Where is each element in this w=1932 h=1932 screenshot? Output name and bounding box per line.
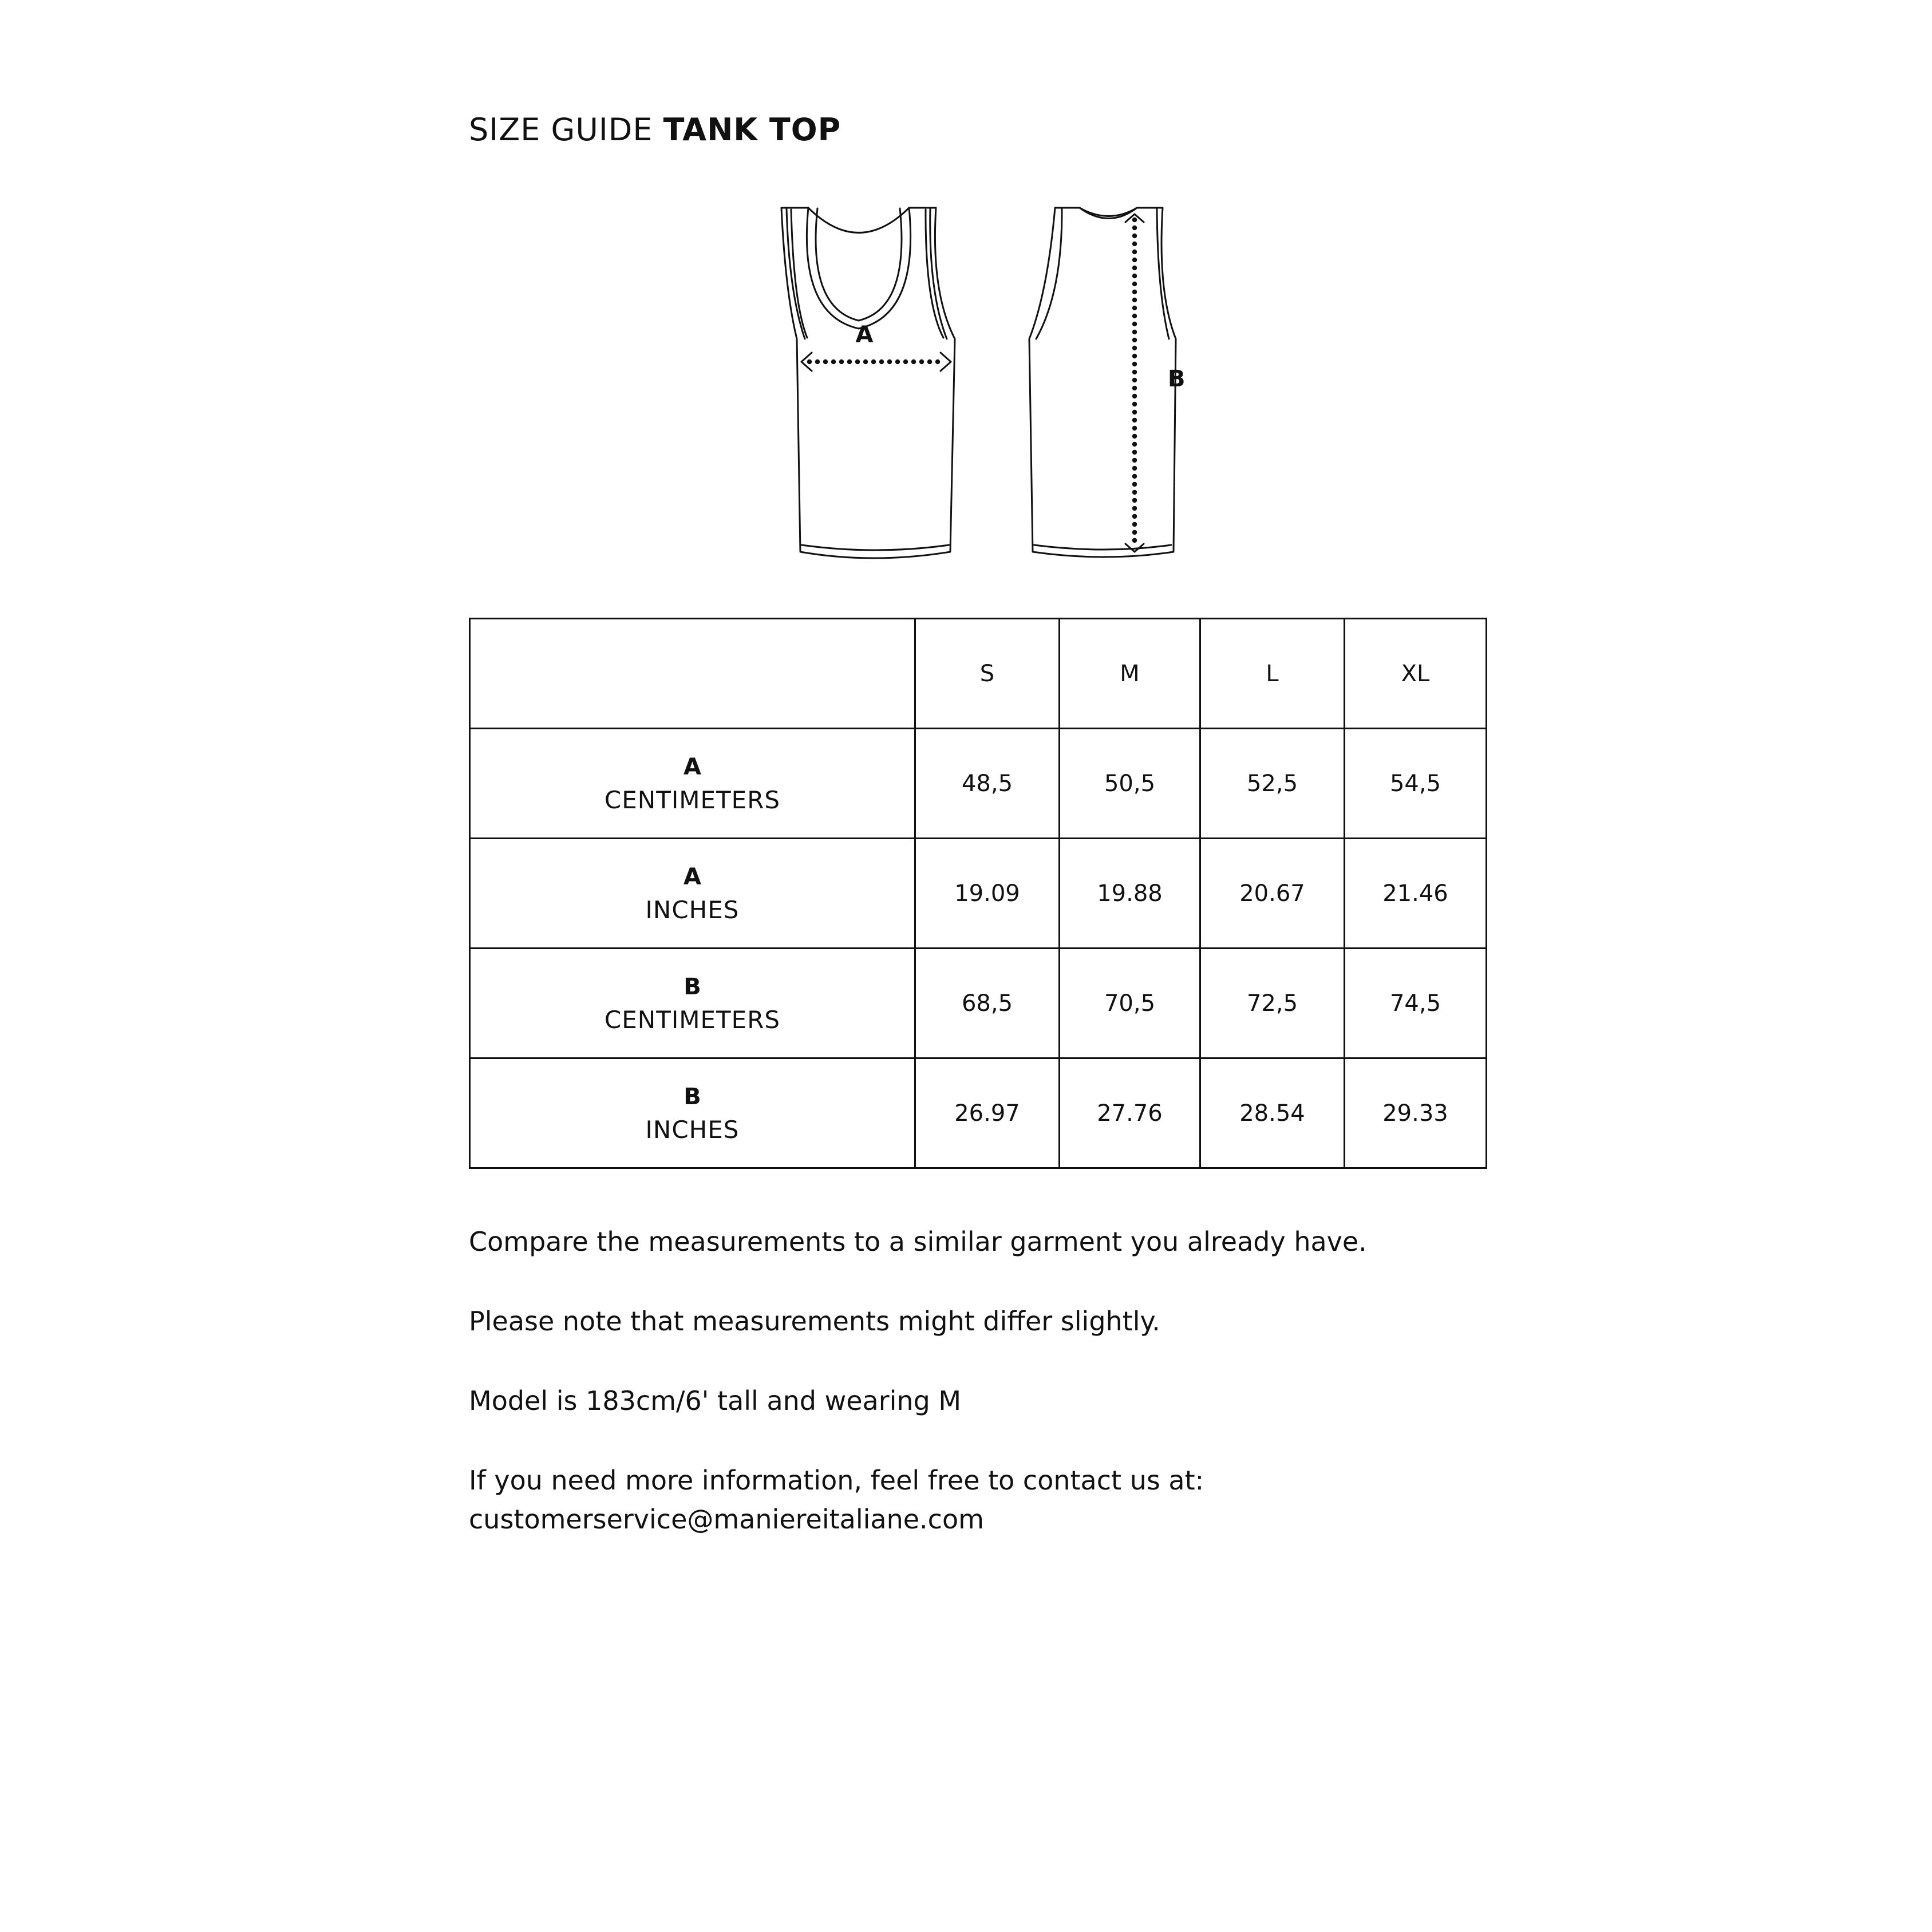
- measurement-dot: [1132, 274, 1137, 278]
- measurement-a-line: [801, 353, 951, 371]
- table-cell: 26.97: [915, 1058, 1060, 1168]
- measurement-dot: [1132, 442, 1137, 447]
- note-compare: Compare the measurements to a similar garment you already have.: [469, 1226, 1367, 1257]
- row-label: [470, 1058, 915, 1168]
- size-table: [469, 618, 1487, 1169]
- row-letter: B: [683, 1083, 701, 1110]
- table-cell: 54,5: [1345, 729, 1487, 839]
- measurement-dot: [1132, 354, 1137, 358]
- measurement-dot: [1132, 450, 1137, 455]
- table-header-l: L: [1200, 619, 1345, 729]
- row-letter: A: [683, 753, 701, 780]
- table-cell: 52,5: [1200, 729, 1345, 839]
- measurement-dot: [815, 359, 820, 364]
- measurement-dot: [1132, 466, 1137, 471]
- measurement-dot: [919, 359, 924, 364]
- measurement-dot: [1132, 258, 1137, 262]
- note-contact: [469, 1461, 1556, 1539]
- measurement-dot: [1132, 226, 1137, 230]
- table-row: [470, 729, 1487, 839]
- measurement-dot: [1132, 306, 1137, 310]
- measurement-dot: [1132, 378, 1137, 382]
- table-cell: 21.46: [1345, 839, 1487, 949]
- measurement-dot: [1132, 338, 1137, 342]
- measurement-dot: [1132, 538, 1137, 543]
- measurement-dot: [903, 359, 908, 364]
- row-unit: CENTIMETERS: [604, 785, 781, 814]
- label-b: B: [1168, 366, 1186, 392]
- measurement-dot: [1132, 266, 1137, 270]
- row-letter: A: [683, 863, 701, 890]
- measurement-dot: [1132, 314, 1137, 318]
- tank-top-back: [1029, 208, 1186, 557]
- note-differ: Please note that measurements might differ slightly.: [469, 1306, 1160, 1337]
- measurement-dot: [855, 359, 860, 364]
- measurement-dot: [927, 359, 932, 364]
- table-cell: 19.09: [915, 839, 1060, 949]
- table-cell: 74,5: [1345, 949, 1487, 1058]
- table-cell: 27.76: [1060, 1058, 1200, 1168]
- table-cell: 28.54: [1200, 1058, 1345, 1168]
- measurement-dot: [1132, 514, 1137, 519]
- table-row: [470, 839, 1487, 949]
- measurement-dot: [1132, 234, 1137, 238]
- measurement-dot: [879, 359, 884, 364]
- measurement-dot: [1132, 402, 1137, 406]
- measurement-dot: [1132, 242, 1137, 246]
- tank-top-diagram: [738, 200, 1265, 567]
- measurement-b-line: [1125, 214, 1144, 552]
- measurement-dot: [1132, 250, 1137, 254]
- label-a: A: [855, 322, 874, 348]
- table-cell: 72,5: [1200, 949, 1345, 1058]
- measurement-dot: [1132, 434, 1137, 438]
- measurement-dot: [807, 359, 812, 364]
- table-cell: 20.67: [1200, 839, 1345, 949]
- table-cell: 19.88: [1060, 839, 1200, 949]
- row-unit: INCHES: [645, 895, 740, 924]
- measurement-dot: [1132, 418, 1137, 422]
- page-title: [469, 110, 841, 150]
- table-cell: 50,5: [1060, 729, 1200, 839]
- measurement-dot: [871, 359, 876, 364]
- measurement-dot: [1132, 498, 1137, 503]
- measurement-dot: [839, 359, 844, 364]
- measurement-dot: [895, 359, 900, 364]
- measurement-dot: [1132, 474, 1137, 479]
- table-cell: 70,5: [1060, 949, 1200, 1058]
- title-prefix: SIZE GUIDE: [469, 112, 653, 148]
- table-cell: 68,5: [915, 949, 1060, 1058]
- measurement-dot: [823, 359, 828, 364]
- table-cell: 29.33: [1345, 1058, 1487, 1168]
- contact-email-link[interactable]: customerservice@maniereitaliane.com: [469, 1504, 984, 1535]
- table-header-xl: XL: [1345, 619, 1487, 729]
- measurement-dot: [1132, 458, 1137, 463]
- measurement-dot: [1132, 386, 1137, 390]
- tank-top-front: [781, 208, 955, 558]
- row-unit: INCHES: [645, 1115, 740, 1144]
- measurement-dot: [1132, 330, 1137, 334]
- measurement-dot: [1132, 290, 1137, 294]
- measurement-dot: [1132, 370, 1137, 374]
- table-row: [470, 949, 1487, 1058]
- measurement-dot: [1132, 506, 1137, 511]
- measurement-dot: [863, 359, 868, 364]
- row-label: [470, 839, 915, 949]
- measurement-dot: [1132, 490, 1137, 495]
- measurement-dot: [1132, 362, 1137, 366]
- measurement-dot: [1132, 426, 1137, 430]
- row-label: [470, 949, 915, 1058]
- measurement-dot: [1132, 394, 1137, 398]
- table-cell: 48,5: [915, 729, 1060, 839]
- measurement-dot: [1132, 410, 1137, 414]
- measurement-dot: [1132, 530, 1137, 535]
- measurement-dot: [1132, 482, 1137, 487]
- row-letter: B: [683, 973, 701, 1000]
- row-label: [470, 729, 915, 839]
- measurement-dot: [1132, 298, 1137, 302]
- table-header-empty: [470, 619, 915, 729]
- measurement-dot: [911, 359, 916, 364]
- table-header-m: M: [1060, 619, 1200, 729]
- table-header-row: [470, 619, 1487, 729]
- table-row: [470, 1058, 1487, 1168]
- measurement-dot: [935, 359, 940, 364]
- measurement-dot: [1132, 346, 1137, 350]
- contact-text: If you need more information, feel free to contact us at:: [469, 1465, 1204, 1496]
- title-product: TANK TOP: [663, 112, 841, 148]
- row-unit: CENTIMETERS: [604, 1005, 781, 1034]
- measurement-dot: [831, 359, 836, 364]
- measurement-dot: [1132, 322, 1137, 326]
- table-header-s: S: [915, 619, 1060, 729]
- measurement-dot: [1132, 522, 1137, 527]
- measurement-dot: [1132, 218, 1137, 222]
- note-model: Model is 183cm/6' tall and wearing M: [469, 1385, 962, 1416]
- measurement-dot: [887, 359, 892, 364]
- notes-section: [469, 1222, 1556, 1579]
- measurement-dot: [1132, 282, 1137, 286]
- measurement-dot: [847, 359, 852, 364]
